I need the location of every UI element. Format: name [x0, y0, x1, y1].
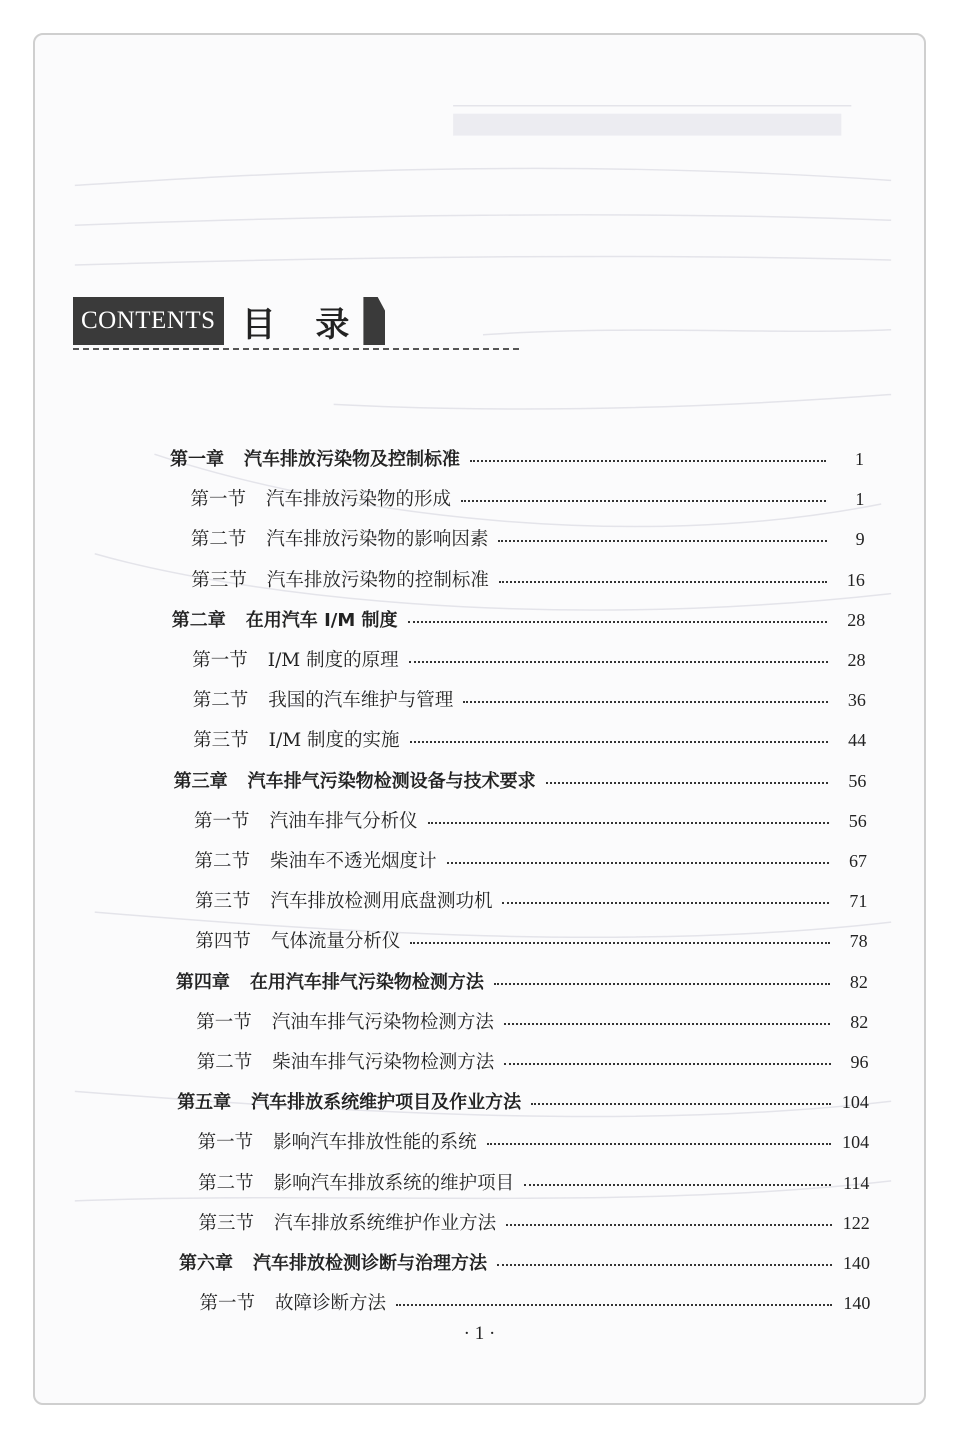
- header-dashed-rule: [73, 348, 519, 350]
- toc-entry-title: 柴油车不透光烟度计: [270, 851, 437, 872]
- toc-entry-title: 影响汽车排放系统的维护项目: [273, 1172, 515, 1194]
- toc-entry-page: 1: [855, 449, 864, 469]
- toc-entry-page: 36: [847, 690, 866, 711]
- toc-leader-dots: [447, 861, 829, 864]
- toc-leader-dots: [546, 781, 829, 784]
- toc-leader-dots: [494, 982, 830, 985]
- toc-leader-dots: [502, 901, 829, 904]
- toc-entry-page: 96: [850, 1052, 869, 1072]
- toc-section-row: [191, 525, 865, 553]
- toc-chapter-row: [172, 606, 865, 634]
- toc-entry-page: 67: [849, 851, 867, 871]
- toc-entry-page: 9: [855, 529, 865, 550]
- toc-leader-dots: [531, 1102, 831, 1105]
- toc-entry-title: 汽车排放系统维护项目及作业方法: [251, 1092, 522, 1114]
- toc-section-row: [191, 566, 865, 594]
- toc-entry-number: 第四章: [175, 971, 230, 993]
- show-through-background: [35, 35, 924, 1403]
- toc-section-row: [193, 686, 866, 714]
- toc-entry-title: 汽油车排气分析仪: [269, 810, 418, 832]
- toc-entry-number: 第二节: [198, 1172, 254, 1194]
- toc-leader-dots: [428, 821, 829, 824]
- toc-entry-title: 汽车排放污染物的影响因素: [266, 529, 489, 551]
- toc-entry-title: 影响汽车排放性能的系统: [273, 1132, 477, 1154]
- toc-section-row: [195, 927, 867, 955]
- toc-entry-number: 第四节: [195, 931, 251, 953]
- toc-entry-number: 第一节: [199, 1293, 255, 1315]
- toc-entry-number: 第一节: [194, 810, 250, 832]
- toc-chapter-row: [174, 767, 867, 795]
- toc-leader-dots: [504, 1022, 830, 1025]
- toc-entry-page: 1: [855, 489, 865, 510]
- toc-entry-title: 柴油车排气污染物检测方法: [272, 1052, 495, 1073]
- toc-chapter-row: [176, 968, 868, 996]
- toc-entry-page: 82: [849, 971, 868, 992]
- toc-entry-number: 第一节: [196, 1011, 252, 1033]
- toc-section-row: [195, 847, 868, 875]
- toc-entry-title: 汽车排放污染物及控制标准: [244, 449, 460, 470]
- toc-entry-title: 汽车排放污染物的控制标准: [266, 569, 489, 591]
- toc-entry-title: 故障诊断方法: [274, 1293, 386, 1315]
- toc-entry-title: 汽车排气污染物检测设备与技术要求: [247, 770, 536, 792]
- toc-leader-dots: [470, 459, 826, 462]
- toc-entry-title: 在用汽车 I/M 制度: [245, 609, 398, 631]
- toc-entry-page: 44: [848, 730, 867, 751]
- toc-entry-title: 气体流量分析仪: [270, 931, 401, 953]
- toc-entry-number: 第一节: [190, 489, 246, 511]
- toc-section-row: [197, 1048, 869, 1076]
- toc-heading: 目 录: [241, 304, 364, 345]
- toc-entry-page: 104: [841, 1092, 869, 1113]
- toc-section-row: [196, 1008, 868, 1036]
- toc-section-row: [199, 1209, 870, 1237]
- document-page: [33, 33, 926, 1405]
- toc-leader-dots: [487, 1142, 831, 1145]
- toc-entry-number: 第二节: [194, 851, 251, 872]
- toc-leader-dots: [497, 1263, 832, 1266]
- toc-leader-dots: [498, 539, 826, 542]
- toc-entry-title: 汽车排放系统维护作业方法: [274, 1212, 497, 1234]
- toc-entry-number: 第六章: [179, 1253, 233, 1274]
- toc-leader-dots: [408, 620, 828, 623]
- toc-section-row: [193, 726, 866, 754]
- toc-section-row: [195, 887, 867, 915]
- toc-entry-title: 在用汽车排气污染物检测方法: [249, 971, 484, 993]
- toc-entry-page: 71: [849, 891, 868, 912]
- toc-leader-dots: [409, 660, 828, 663]
- header-tab-mark: [363, 297, 385, 345]
- toc-leader-dots: [410, 941, 829, 944]
- toc-entry-number: 第一章: [170, 449, 224, 470]
- toc-chapter-row: [170, 445, 864, 473]
- toc-entry-number: 第三章: [173, 770, 228, 792]
- toc-entry-number: 第三节: [193, 730, 249, 752]
- toc-section-row: [198, 1128, 869, 1156]
- toc-leader-dots: [461, 499, 826, 502]
- toc-leader-dots: [396, 1303, 832, 1306]
- toc-entry-page: 140: [843, 1293, 871, 1314]
- toc-entry-number: 第一节: [197, 1132, 254, 1154]
- toc-entry-title: I/M 制度的实施: [268, 730, 400, 752]
- toc-leader-dots: [463, 700, 828, 703]
- toc-chapter-row: [177, 1088, 869, 1116]
- toc-entry-title: 汽车排放污染物的形成: [265, 489, 451, 511]
- toc-entry-title: 汽油车排气污染物检测方法: [271, 1011, 494, 1033]
- toc-entry-number: 第二节: [196, 1052, 253, 1073]
- toc-entry-number: 第五章: [177, 1092, 232, 1114]
- toc-section-row: [192, 646, 865, 674]
- toc-entry-title: I/M 制度的原理: [267, 650, 399, 671]
- toc-section-row: [198, 1169, 869, 1197]
- toc-entry-title: 汽车排放检测用底盘测功机: [270, 891, 493, 913]
- toc-section-row: [194, 807, 867, 835]
- toc-leader-dots: [410, 740, 829, 743]
- toc-entry-page: 104: [842, 1132, 870, 1153]
- toc-entry-page: 56: [848, 770, 867, 791]
- toc-entry-number: 第三节: [191, 569, 247, 591]
- toc-section-row: [190, 485, 864, 513]
- contents-header: [73, 297, 385, 345]
- toc-entry-number: 第三节: [198, 1212, 255, 1234]
- toc-entry-title: 汽车排放检测诊断与治理方法: [253, 1253, 487, 1274]
- toc-leader-dots: [499, 580, 827, 583]
- toc-chapter-row: [179, 1249, 870, 1277]
- toc-entry-page: 122: [842, 1212, 870, 1233]
- toc-entry-page: 114: [843, 1172, 870, 1193]
- contents-label: CONTENTS: [73, 297, 224, 345]
- toc-entry-number: 第二节: [190, 529, 247, 551]
- toc-entry-page: 28: [847, 609, 866, 630]
- toc-entry-number: 第二节: [192, 690, 249, 712]
- toc-entry-number: 第三节: [194, 891, 251, 913]
- toc-entry-title: 我国的汽车维护与管理: [268, 690, 454, 712]
- toc-entry-number: 第一节: [192, 650, 248, 671]
- toc-entry-page: 28: [847, 650, 866, 670]
- toc-section-row: [199, 1289, 870, 1317]
- toc-entry-page: 56: [848, 810, 867, 831]
- toc-entry-page: 78: [849, 931, 868, 952]
- toc-entry-page: 16: [846, 569, 865, 590]
- toc-entry-number: 第二章: [171, 609, 226, 631]
- toc-leader-dots: [504, 1062, 830, 1065]
- page-number: · 1 ·: [463, 1323, 496, 1344]
- toc-entry-page: 140: [843, 1253, 870, 1273]
- toc-leader-dots: [506, 1223, 832, 1226]
- toc-leader-dots: [524, 1183, 831, 1186]
- toc-entry-page: 82: [850, 1011, 869, 1032]
